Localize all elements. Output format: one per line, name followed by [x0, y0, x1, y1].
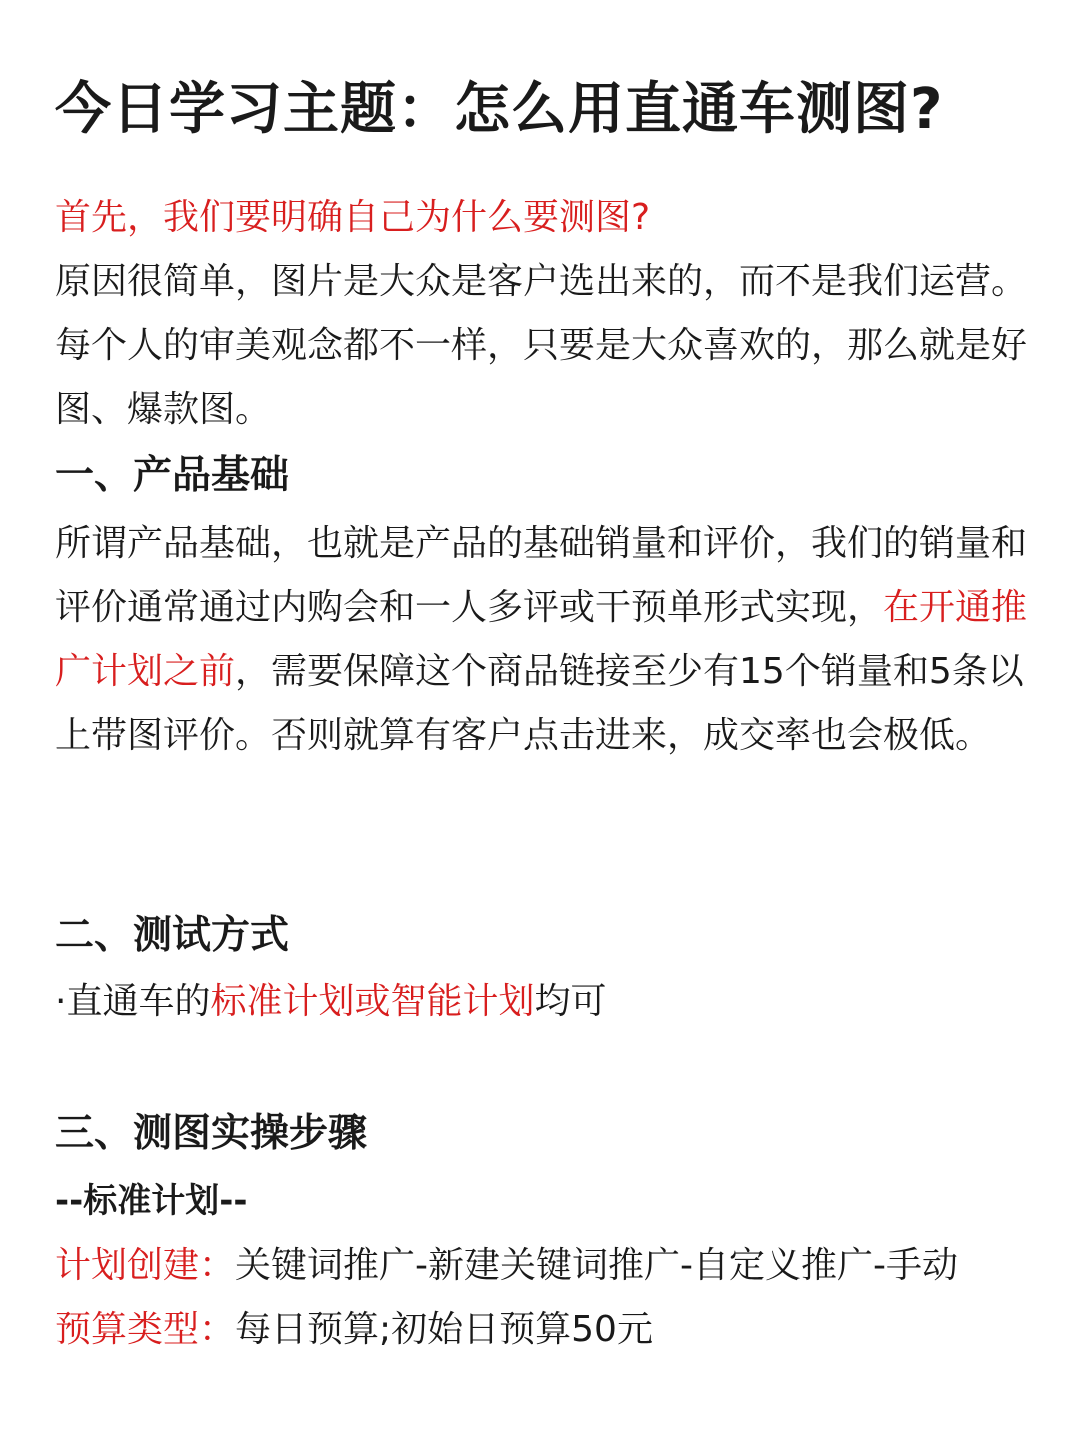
- intro-answer: 原因很简单，图片是大众是客户选出来的，而不是我们运营。每个人的审美观念都不一样，只要是大众喜欢的，那么就是好图、爆款图。: [55, 261, 1028, 430]
- plan-create-row: [55, 1236, 958, 1296]
- section1-text-b: ，需要保障这个商品链接至少有15个销量和5条以上带图评价。否则就算有客户点击进来，成交率也会极低。: [55, 651, 1024, 756]
- intro-block: [55, 186, 1035, 442]
- section3-subheading: --标准计划--: [55, 1181, 248, 1221]
- section1-highlight: 在开通推广计划之前: [55, 587, 1028, 692]
- page-title: 今日学习主题：怎么用直通车测图?: [55, 77, 944, 142]
- section2-highlight: 标准计划或智能计划: [210, 981, 535, 1022]
- section1-paragraph: [55, 512, 1035, 768]
- budget-type-row: [55, 1300, 653, 1360]
- section2-heading: 二、测试方式: [55, 913, 290, 958]
- budget-type-label: 预算类型：: [55, 1309, 236, 1350]
- section1-text-a: 所谓产品基础，也就是产品的基础销量和评价，我们的销量和评价通常通过内购会和一人多评或干预单形式实现，: [55, 523, 1028, 628]
- plan-create-label: 计划创建：: [55, 1245, 236, 1286]
- section2-suffix: 均可: [534, 981, 607, 1022]
- section3-heading: 三、测图实操步骤: [55, 1111, 368, 1156]
- section1-body: [55, 512, 1035, 768]
- budget-type-value: 每日预算;初始日预算50元: [235, 1309, 653, 1350]
- section1-heading: 一、产品基础: [55, 453, 290, 498]
- plan-create-value: 关键词推广-新建关键词推广-自定义推广-手动: [235, 1245, 958, 1286]
- section2-line: [55, 972, 606, 1032]
- intro-question: 首先，我们要明确自己为什么要测图?: [55, 197, 651, 238]
- section2-prefix: ·直通车的: [55, 981, 211, 1022]
